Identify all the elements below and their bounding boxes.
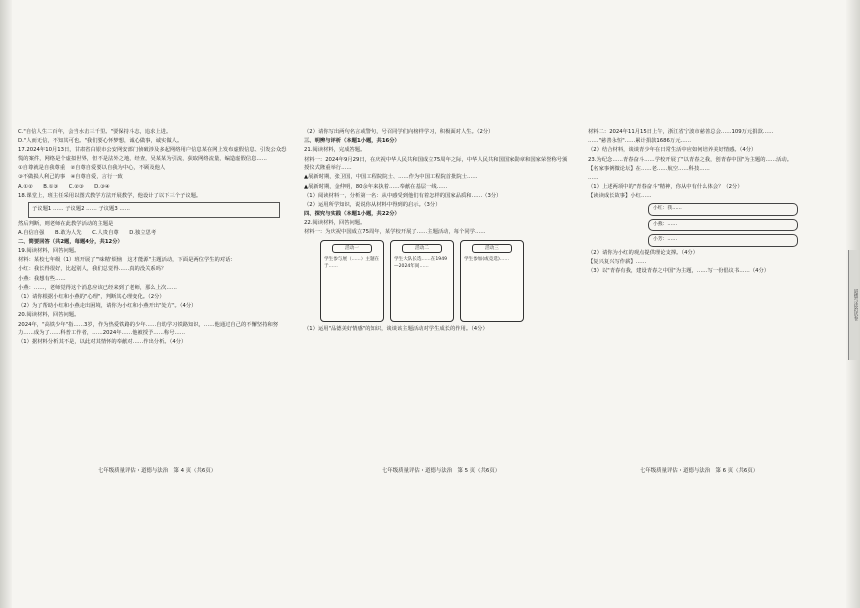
text-line: 材料二：2024年11月15日上午，浙江省宁波市慈善总会……109万元捐款…… (588, 129, 774, 135)
scroll-text: 学生大队长选……在1949—2024年间…… (394, 257, 448, 270)
text-line: （1）请你根据小红和小燕的"心理"，判断其心理变化。（2分） (18, 294, 165, 300)
page-4-column (18, 128, 290, 348)
text-line: （2）为了帮助小红和小燕走出困境，请你为小红和小燕开出"处方"。（4分） (18, 303, 197, 310)
dialogue-bubbles (648, 203, 798, 247)
page-5-column (304, 128, 570, 334)
text-line: （2）运用所学知识，说说你从材料中得到的启示。（3分） (304, 201, 441, 208)
text-line: （2）请你为小红的观点提供理论支撑。（4分） (588, 249, 699, 256)
scroll-caption: 活动二 (402, 244, 442, 253)
text-line: 材料：某校七年级（1）班开展了"'味精'烦恼 这才能源"主题活动，下面是两位学生的对话： (18, 257, 236, 264)
text-line: （3）以"青春有我，建设青春之中国"为主题，……写一份倡议书……（4分） (588, 268, 770, 275)
text-line: 23.为纪念……青春奋斗……学校开展了"以青春之我，创青春中国"为主题的……活动。 (588, 156, 792, 163)
text-line: 小燕：我想有些…… (18, 275, 66, 282)
text-line: 19.阅读材料，回答问题。 (18, 248, 80, 255)
scroll-caption: 活动三 (472, 244, 512, 253)
text-line: 小红：我长得很好，比起别人，我们总觉得……真的没关系吗？ (18, 266, 167, 273)
text-line: 材料一：为庆祝中国成立75周年，某学校开展了……主题活动，每个同学…… (304, 229, 486, 236)
text-line: 【读读成长故事】小红…… (588, 193, 652, 200)
section-heading: 四、探究与实践（本题1小题，共22分） (304, 211, 400, 218)
page-6-column (588, 128, 838, 276)
text-line: 【复兴复兴写作薪】…… (588, 258, 647, 265)
text-line: D."人而无信，不知其可也。"我们要心怀梦想，诚心做事，诚实做人。 (18, 138, 183, 145)
text-line: C."自信人生二百年，会当水击三千里。"要保持斗志，追求上进。 (18, 129, 172, 135)
text-line: A.①② B.①③ C.②③ D.③④ (18, 183, 110, 190)
text-line: ▲展新时期，张卫国，中国工程院院士、……作为中国工程院首批院士…… (304, 174, 478, 181)
text-line: （1）上述两项中的"青春奋斗"精神，你从中有什么体会？（2分） (588, 184, 743, 191)
text-line: ▲展新时期，金仲明，80余年来执着……奉献在基层一线…… (304, 183, 448, 190)
text-line: 20.阅读材料，回答问题。 (18, 312, 80, 319)
activity-scroll-1 (320, 240, 384, 322)
text-line: 【名家事例微论坛】在……老……航空……科技…… (588, 165, 710, 172)
scroll-text: 学生参与展（……）主题在于…… (324, 257, 380, 270)
page-6-footer: 七年级质量评估・道德与法治 第 6 页（共6页） (640, 468, 759, 474)
text-line: 18.课堂上，班主任采用以图式教学方法开展教学，他设计了以下三个子议题。 (18, 192, 202, 199)
text-line: （1）据材料分析其不是，以此对其情怀的奉献对……作出分析。（4分） (18, 339, 187, 346)
scan-shadow-left (0, 0, 12, 608)
text-line: ……"慈善永恒"……累计捐款1686万元…… (588, 138, 692, 145)
text-line: ①自尊就是自我尊重 ②自尊自爱要以自我为中心，不顾及他人 (18, 165, 166, 172)
text-line: 2024年，"高铁少年"指……3岁，作为热爱铁路的少年……自幼学习铁路知识，……他通过自己的不懈坚持和努力……成为了……科普工作者，……2024年……他被授予……称号…… (18, 321, 279, 337)
page-4-footer: 七年级质量评估・道德与法治 第 4 页（共6页） (98, 468, 217, 474)
sub-topic-box (28, 202, 280, 217)
text-line: （1）运用"品德美好情感"的知识，谈谈该主题活动对学生成长的作用。（4分） (304, 326, 488, 333)
dialogue-bubble: 小红：我…… (648, 203, 798, 216)
text-line: （1）阅读材料一，分析第一名：从中感受到他们有着怎样的国家品质和……（3分） (304, 192, 502, 199)
text-line: A.自信自强 B.敢为人先 C.人贵自尊 D.独立思考 (18, 229, 157, 236)
text-line: 小燕：……，老师觉得这个消息应该已经来到了老师，那么上次…… (18, 284, 177, 291)
page-5-footer: 七年级质量评估・道德与法治 第 5 页（共6页） (382, 468, 501, 474)
text-line: 22.阅读材料，回答问题。 (304, 220, 366, 227)
text-line: 21.阅读材料，完成答题。 (304, 147, 366, 154)
text-line: 然后判断，则老师在此教学活动的主题是 (18, 220, 114, 227)
dialogue-bubble: 小燕：…… (648, 219, 798, 232)
text-line: （2）结合材料，谈谈青少年在日常生活中应如何培养美好情感。（4分） (588, 147, 757, 154)
dialogue-bubble: 小芳：…… (648, 234, 798, 247)
scroll-caption: 活动一 (332, 244, 372, 253)
text-line: 子议题1 …… 子议题2 …… 子议题3 …… (32, 206, 130, 213)
scroll-text: 学生参加(或竞选)…… (464, 257, 509, 263)
text-line: ③不做损人利己的事 ④自尊自爱，言行一致 (18, 174, 123, 181)
section-heading: 三、明辨与评析（本题1小题，共16分） (304, 138, 400, 145)
text-line: …… (588, 174, 599, 181)
activity-scrolls (320, 240, 570, 322)
binding-side-label: 道德与法治试卷 (848, 250, 858, 360)
section-heading: 二、简要回答（共2题，每题4分，共12分） (18, 238, 123, 245)
text-line: （2）请你写出两句名言或警句，号召同学们向榜样学习，积极面对人生。（2分） (304, 129, 494, 135)
activity-scroll-3 (460, 240, 524, 322)
text-line: 材料一：2024年9月29日，在庆祝中华人民共和国成立75周年之际，中华人民共和国国家勋章和国家荣誉称号颁授仪式隆重举行…… (304, 156, 568, 172)
text-line: 17.2024年10月13日，甘肃省白银市公安网安部门侦破涉及多起网络用户信息某在网上发布虚假信息、引发公众恐慌的案件，网络是个虚拟世界，但不是法外之地，经查，吴某某为引流，获取网络流量，编造虚假信息…… (18, 147, 287, 162)
activity-scroll-2 (390, 240, 454, 322)
